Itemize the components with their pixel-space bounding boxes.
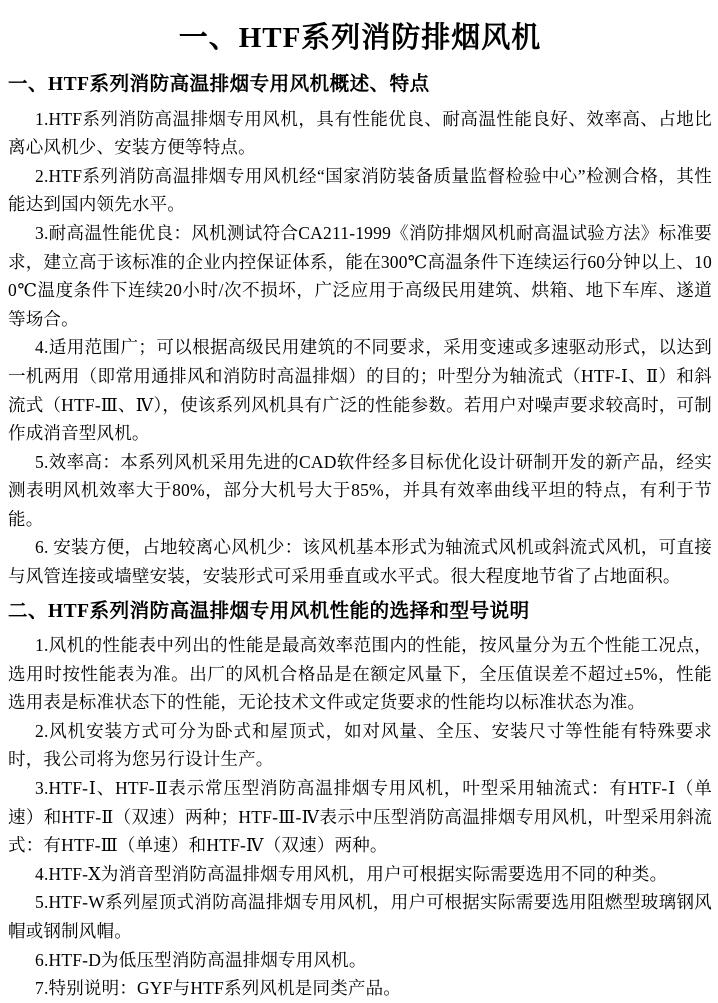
section-1-paragraph-3: 3.耐高温性能优良：风机测试符合CA211-1999《消防排烟风机耐高温试验方法》标准要求，建立高于该标准的企业内控保证体系，能在300℃高温条件下连续运行60分钟以上、100℃温度条件下连续20小时/次不损坏，广泛应用于高级民用建筑、烘箱、地下车库、遂道等场合。 <box>8 222 712 329</box>
section-1-paragraph-4: 4.适用范围广；可以根据高级民用建筑的不同要求，采用变速或多速驱动形式，以达到一机两用（即常用通排风和消防时高温排烟）的目的；叶型分为轴流式（HTF-Ⅰ、Ⅱ）和斜流式（HTF-Ⅲ、Ⅳ），使该系列风机具有广泛的性能参数。若用户对噪声要求较高时，可制作成消音型风机。 <box>8 337 712 444</box>
section-2-paragraph-6: 6.HTF-D为低压型消防高温排烟专用风机。 <box>35 949 367 970</box>
section-2-paragraph-1: 1.风机的性能表中列出的性能是最高效率范围内的性能，按风量分为五个性能工况点，选用时按性能表为准。出厂的风机合格品是在额定风量下，全压值误差不超过±5%，性能选用表是标准状态下的性能，无论技术文件或定货要求的性能均以标准状态为准。 <box>8 634 712 713</box>
section-1-heading: 一、HTF系列消防高温排烟专用风机概述、特点 <box>8 74 430 96</box>
document-title: 一、HTF系列消防排烟风机 <box>178 22 542 54</box>
section-1-paragraph-1: 1.HTF系列消防高温排烟专用风机，具有性能优良、耐高温性能良好、效率高、占地比离心风机少、安装方便等特点。 <box>8 108 712 158</box>
section-2-paragraph-3: 3.HTF-Ⅰ、HTF-Ⅱ表示常压型消防高温排烟专用风机，叶型采用轴流式：有HTF-Ⅰ（单速）和HTF-Ⅱ（双速）两种；HTF-Ⅲ-Ⅳ表示中压型消防高温排烟专用风机，叶型采用斜流式：有HTF-Ⅲ（单速）和HTF-Ⅳ（双速）两种。 <box>8 777 712 856</box>
section-1-paragraph-5: 5.效率高：本系列风机采用先进的CAD软件经多目标优化设计研制开发的新产品，经实测表明风机效率大于80%，部分大机号大于85%，并具有效率曲线平坦的特点，有利于节能。 <box>8 451 712 529</box>
section-2-paragraph-2: 2.风机安装方式可分为卧式和屋顶式，如对风量、全压、安装尺寸等性能有特殊要求时，我公司将为您另行设计生产。 <box>8 720 712 770</box>
section-1-paragraph-2: 2.HTF系列消防高温排烟专用风机经“国家消防装备质量监督检验中心”检测合格，其性能达到国内领先水平。 <box>8 165 712 215</box>
section-1-paragraph-6: 6. 安装方便，占地较离心风机少：该风机基本形式为轴流式风机或斜流式风机，可直接与风管连接或墙壁安装，安装形式可采用垂直或水平式。很大程度地节省了占地面积。 <box>8 537 712 587</box>
section-2-paragraph-5: 5.HTF-W系列屋顶式消防高温排烟专用风机，用户可根据实际需要选用阻燃型玻璃钢风帽或钢制风帽。 <box>8 892 712 941</box>
section-2-paragraph-4: 4.HTF-Ⅹ为消音型消防高温排烟专用风机，用户可根据实际需要选用不同的种类。 <box>35 863 668 884</box>
section-2-heading: 二、HTF系列消防高温排烟专用风机性能的选择和型号说明 <box>8 600 530 622</box>
section-2-paragraph-7: 7.特别说明：GYF与HTF系列风机是同类产品。 <box>35 978 401 999</box>
